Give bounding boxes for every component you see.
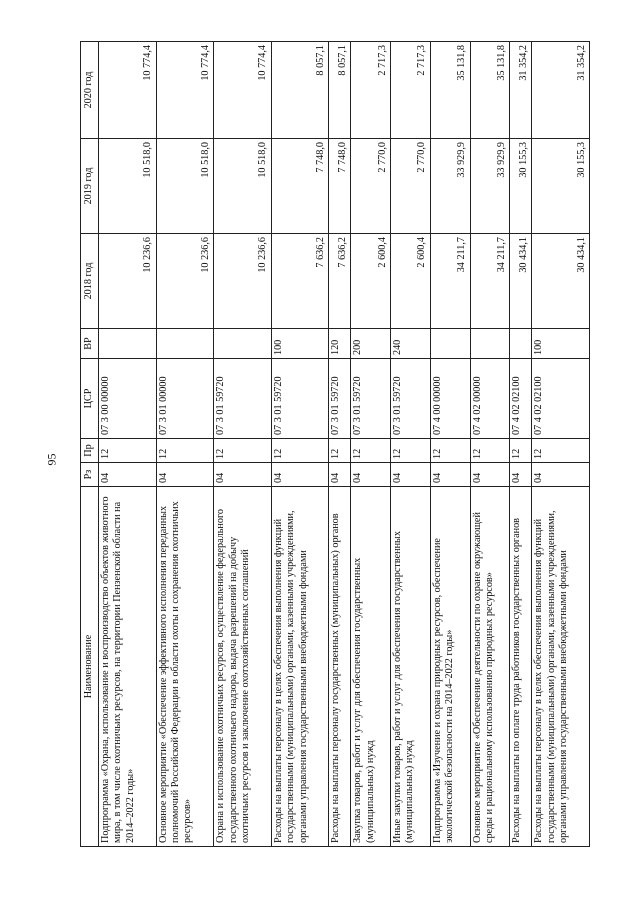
cell-vr: 120 — [329, 329, 351, 359]
table-row — [99, 42, 157, 847]
cell-vr — [99, 329, 157, 359]
cell-vr: 240 — [391, 329, 431, 359]
cell-csr: 07 3 01 59720 — [329, 359, 351, 439]
table-header-row — [81, 42, 99, 847]
cell-csr: 07 4 02 00000 — [470, 359, 510, 439]
cell-2018: 10 236,6 — [99, 234, 157, 329]
cell-pr: 12 — [214, 439, 272, 463]
cell-2018: 34 211,7 — [470, 234, 510, 329]
cell-rz: 04 — [271, 463, 329, 487]
header-rz: Рз — [81, 463, 99, 487]
cell-2020: 31 354,2 — [510, 42, 532, 139]
header-vr: ВР — [81, 329, 99, 359]
cell-vr — [214, 329, 272, 359]
header-csr: ЦСР — [81, 359, 99, 439]
cell-name: Иные закупки товаров, работ и услуг для обеспечения государственных (муниципальных) нужд — [391, 487, 431, 847]
cell-2019: 33 929,9 — [430, 139, 470, 234]
table-row — [156, 42, 214, 847]
cell-2020: 35 131,8 — [430, 42, 470, 139]
cell-2019: 30 155,3 — [510, 139, 532, 234]
cell-pr: 12 — [430, 439, 470, 463]
cell-2020: 10 774,4 — [99, 42, 157, 139]
table-row — [214, 42, 272, 847]
cell-name: Закупка товаров, работ и услуг для обеспечения государственных (муниципальных) нужд — [351, 487, 391, 847]
cell-2020: 35 131,8 — [470, 42, 510, 139]
cell-csr: 07 3 01 59720 — [271, 359, 329, 439]
cell-2018: 30 434,1 — [532, 234, 590, 329]
cell-2018: 2 600,4 — [351, 234, 391, 329]
cell-rz: 04 — [156, 463, 214, 487]
cell-csr: 07 4 02 02100 — [532, 359, 590, 439]
cell-2019: 7 748,0 — [271, 139, 329, 234]
cell-csr: 07 3 01 59720 — [351, 359, 391, 439]
cell-2019: 33 929,9 — [470, 139, 510, 234]
cell-name: Подпрограмма «Охрана, использование и воспроизводство объектов животного мира, в том числе охотничьих ресурсов, на территории Пензенской области на 2014–2022 годы» — [99, 487, 157, 847]
header-name: Наименование — [81, 487, 99, 847]
cell-vr: 100 — [532, 329, 590, 359]
table-row — [391, 42, 431, 847]
table-wrapper — [80, 42, 590, 847]
table-row — [510, 42, 532, 847]
cell-vr — [470, 329, 510, 359]
table-row — [430, 42, 470, 847]
cell-2018: 30 434,1 — [510, 234, 532, 329]
cell-name: Основное мероприятие «Обеспечение эффективного исполнения переданных полномочий Российской Федерации в области охоты и сохранения охотничьих ресурсов» — [156, 487, 214, 847]
cell-2019: 10 518,0 — [156, 139, 214, 234]
cell-2018: 2 600,4 — [391, 234, 431, 329]
cell-csr: 07 3 01 59720 — [391, 359, 431, 439]
table-row — [271, 42, 329, 847]
cell-2020: 8 057,1 — [271, 42, 329, 139]
cell-name: Подпрограмма «Изучение и охрана природных ресурсов, обеспечение экологической безопасности на 2014–2022 годы» — [430, 487, 470, 847]
cell-name: Основное мероприятие «Обеспечение деятельности по охране окружающей среды и рациональному использованию природных ресурсов» — [470, 487, 510, 847]
cell-rz: 04 — [329, 463, 351, 487]
cell-pr: 12 — [470, 439, 510, 463]
cell-name: Расходы на выплаты персоналу в целях обеспечения выполнения функций государственными (муниципальными) органами, казенными учреждениями, органами управления государственными внебюджетными фондами — [532, 487, 590, 847]
cell-2018: 10 236,6 — [156, 234, 214, 329]
header-pr: Пр — [81, 439, 99, 463]
cell-pr: 12 — [329, 439, 351, 463]
cell-2018: 34 211,7 — [430, 234, 470, 329]
cell-2018: 7 636,2 — [271, 234, 329, 329]
budget-table — [80, 41, 590, 847]
table-row — [470, 42, 510, 847]
cell-2019: 2 770,0 — [351, 139, 391, 234]
cell-2020: 8 057,1 — [329, 42, 351, 139]
cell-vr: 200 — [351, 329, 391, 359]
cell-2018: 10 236,6 — [214, 234, 272, 329]
cell-vr: 100 — [271, 329, 329, 359]
cell-csr: 07 3 01 00000 — [156, 359, 214, 439]
rotated-table-area — [80, 42, 590, 847]
cell-2020: 2 717,3 — [351, 42, 391, 139]
cell-2019: 10 518,0 — [99, 139, 157, 234]
cell-rz: 04 — [391, 463, 431, 487]
cell-2020: 31 354,2 — [532, 42, 590, 139]
header-2019: 2019 год — [81, 139, 99, 234]
cell-2019: 30 155,3 — [532, 139, 590, 234]
cell-rz: 04 — [510, 463, 532, 487]
table-row — [351, 42, 391, 847]
cell-rz: 04 — [351, 463, 391, 487]
table-row — [532, 42, 590, 847]
cell-name: Расходы на выплаты по оплате труда работников государственных органов — [510, 487, 532, 847]
cell-vr — [510, 329, 532, 359]
cell-csr: 07 4 00 00000 — [430, 359, 470, 439]
cell-pr: 12 — [510, 439, 532, 463]
cell-2019: 10 518,0 — [214, 139, 272, 234]
cell-name: Охрана и использование охотничьих ресурсов, осуществление федерального государственного охотничьего надзора, выдача разрешений на добычу охотничьих ресурсов и заключение охотхозяйственных соглашений — [214, 487, 272, 847]
cell-pr: 12 — [532, 439, 590, 463]
cell-vr — [156, 329, 214, 359]
cell-pr: 12 — [351, 439, 391, 463]
cell-csr: 07 4 02 02100 — [510, 359, 532, 439]
cell-pr: 12 — [391, 439, 431, 463]
cell-rz: 04 — [99, 463, 157, 487]
cell-2020: 10 774,4 — [214, 42, 272, 139]
cell-rz: 04 — [470, 463, 510, 487]
cell-csr: 07 3 00 00000 — [99, 359, 157, 439]
cell-name: Расходы на выплаты персоналу государственных (муниципальных) органов — [329, 487, 351, 847]
cell-rz: 04 — [430, 463, 470, 487]
cell-pr: 12 — [156, 439, 214, 463]
cell-2018: 7 636,2 — [329, 234, 351, 329]
table-row — [329, 42, 351, 847]
cell-2019: 7 748,0 — [329, 139, 351, 234]
cell-2020: 2 717,3 — [391, 42, 431, 139]
cell-rz: 04 — [532, 463, 590, 487]
cell-name: Расходы на выплаты персоналу в целях обеспечения выполнения функций государственными (муниципальными) органами, казенными учреждениями, органами управления государственными внебюджетными фондами — [271, 487, 329, 847]
cell-rz: 04 — [214, 463, 272, 487]
header-2020: 2020 год — [81, 42, 99, 139]
cell-pr: 12 — [271, 439, 329, 463]
cell-pr: 12 — [99, 439, 157, 463]
cell-csr: 07 3 01 59720 — [214, 359, 272, 439]
cell-vr — [430, 329, 470, 359]
header-2018: 2018 год — [81, 234, 99, 329]
cell-2019: 2 770,0 — [391, 139, 431, 234]
page-number: 95 — [44, 453, 59, 466]
cell-2020: 10 774,4 — [156, 42, 214, 139]
